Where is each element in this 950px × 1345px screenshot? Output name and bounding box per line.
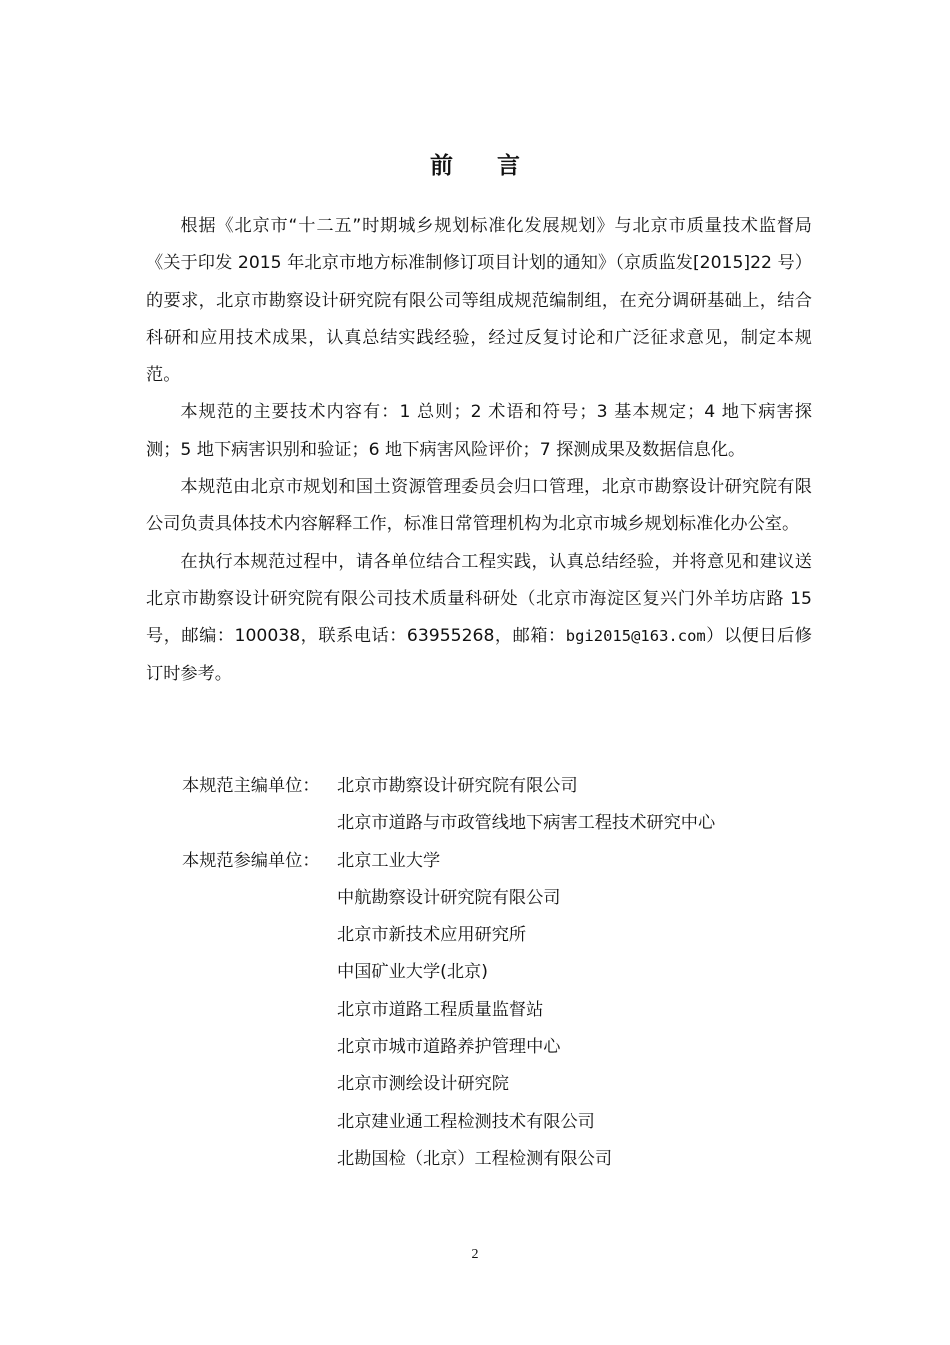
paragraph-management: 本规范由北京市规划和国土资源管理委员会归口管理，北京市勘察设计研究院有限公司负责具体技术内容解释工作，标准日常管理机构为北京市城乡规划标准化办公室。 (146, 477, 812, 535)
list-item: 北京市测绘设计研究院 (337, 1074, 509, 1095)
foreword-body (146, 208, 812, 693)
list-item: 北京建业通工程检测技术有限公司 (337, 1111, 595, 1132)
chief-units-label: 本规范主编单位： (182, 776, 320, 796)
list-item: 北京市城市道路养护管理中心 (337, 1037, 561, 1058)
participating-units-label: 本规范参编单位： (182, 850, 320, 871)
participating-units-row (182, 843, 822, 1179)
chief-units-row (182, 768, 822, 843)
list-item: 中国矿业大学(北京) (337, 962, 488, 983)
list-item: 中航勘察设计研究院有限公司 (337, 887, 561, 908)
units-section (182, 768, 822, 1178)
page-number: 2 (471, 1247, 479, 1262)
list-item: 北京市道路与市政管线地下病害工程技术研究中心 (337, 813, 716, 834)
list-item: 北京市新技术应用研究所 (337, 925, 527, 946)
list-item: 北京工业大学 (337, 850, 441, 871)
list-item: 北京市道路工程质量监督站 (337, 999, 544, 1020)
chief-units-list (337, 768, 822, 843)
feedback-text: 在执行本规范过程中，请各单位结合工程实践，认真总结经验，并将意见和建议送北京市勘察设计研究院有限公司技术质量科研处（北京市海淀区复兴门外羊坊店路 15 号，邮编：100038，联系电话：63955268，邮箱： (146, 551, 812, 647)
list-item: 北京市勘察设计研究院有限公司 (337, 776, 578, 796)
paragraph-contents: 本规范的主要技术内容有：1 总则；2 术语和符号；3 基本规定；4 地下病害探测；5 地下病害识别和验证；6 地下病害风险评价；7 探测成果及数据信息化。 (146, 402, 812, 460)
feedback-email: bgi2015@163.com (565, 627, 706, 646)
paragraph-basis: 根据《北京市“十二五”时期城乡规划标准化发展规划》与北京市质量技术监督局《关于印发 2015 年北京市地方标准制修订项目计划的通知》（京质监发[2015]22 号）的要求，北京市勘察设计研究院有限公司等组成规范编制组，在充分调研基础上，结合科研和应用技术成果，认真总结实践经验，经过反复讨论和广泛征求意见，制定本规范。 (146, 216, 812, 386)
list-item: 北勘国检（北京）工程检测有限公司 (337, 1148, 613, 1169)
page-title: 前言 (430, 153, 564, 179)
feedback-text-end: ）以便日后修订时参考。 (146, 626, 812, 684)
participating-units-list (337, 843, 822, 1179)
paragraph-feedback (146, 544, 812, 693)
